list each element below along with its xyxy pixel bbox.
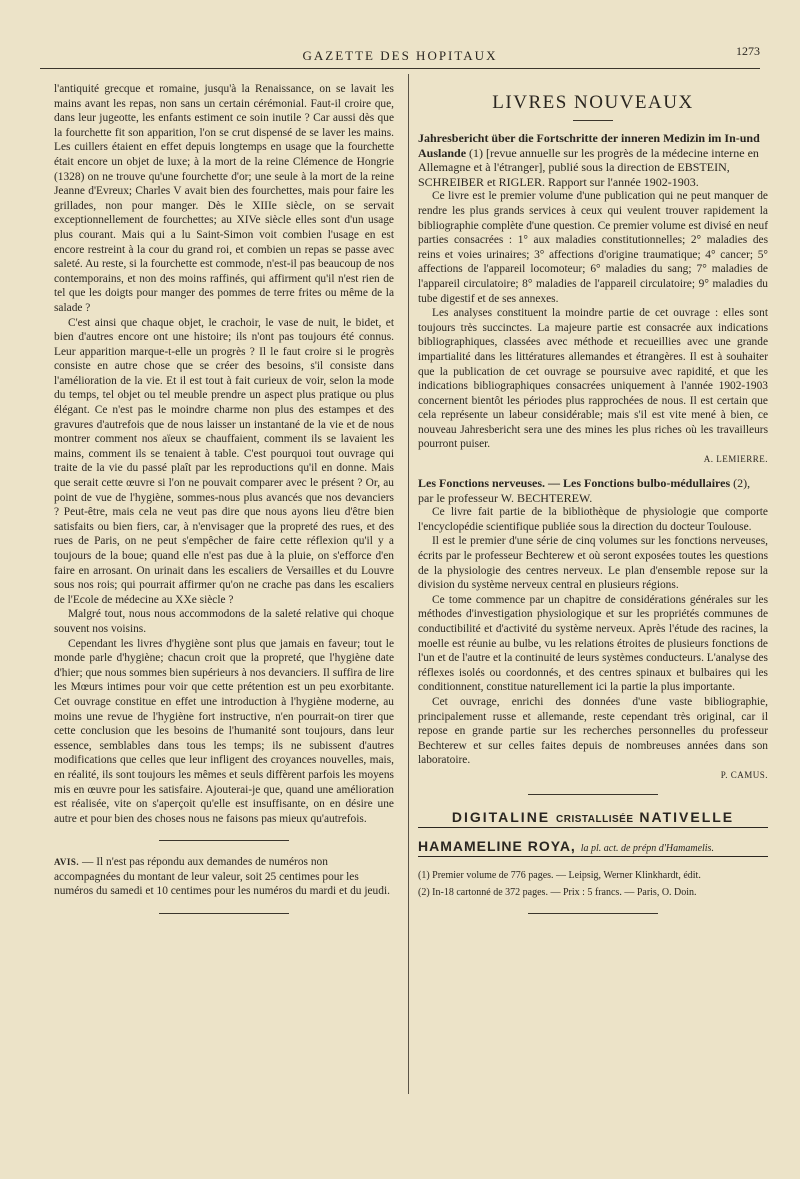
ad-digitaline-sub: CRISTALLISÉE [556,813,634,825]
ad-digitaline-brand: NATIVELLE [639,808,735,825]
review-paragraph: Les analyses constituent la moindre partie de cet ouvrage : elles sont toujours très succinctes. La majeure partie est consacrée aux indications bibliographiques, classées avec méthode et recueillies avec une grande impartialité dans les littératures allemandes et étrangères. Il est à souhaiter que la publication de cet ouvrage se poursuive avec rapidité, et que les indications bibliographiques consacrées uniquement à l'année 1902-1903 concernent bientôt les périodes plus rapprochées de nous. Il est certain que cela représente un labeur considérable; mais s'il est vite mené à bien, ce nouveau Jahresbericht sera une des mines les plus riches où les travailleurs pourront puiser. [418,307,768,451]
advertisement-digitaline [418,809,768,828]
body-paragraph: Malgré tout, nous nous accommodons de la saleté relative qui choque souvent nos voisins. [54,608,394,635]
ad-digitaline-name: DIGITALINE [451,808,551,825]
notice-text: — Il n'est pas répondu aux demandes de numéros non accompagnées du montant de leur valeur, soit 25 centimes pour les numéros du samedi et 10 centimes pour les numéros du mardi et du jeudi. [54,856,390,898]
ornamental-rule [159,913,289,914]
left-column [54,82,394,928]
review-signature: P. CAMUS. [720,769,768,780]
ornamental-rule [159,840,289,841]
review-paragraph: Il est le premier d'une série de cinq volumes sur les fonctions nerveuses, écrits par le professeur Bechterew et où seront exposées toutes les questions de la physiologie des centres nerveux. Le plan d'ensemble repose sur la division du système nerveux central en plusieurs régions. [418,535,768,592]
advertisement-hamameline [418,838,768,857]
review-title-rest: (2), par le professeur W. BECHTEREW. [418,476,751,505]
review-signature: A. LEMIERRE. [703,454,768,465]
review-title-main: Les Fonctions nerveuses. — Les Fonctions bulbo-médullaires [418,476,731,491]
column-divider [408,74,409,1094]
review-paragraph: Ce tome commence par un chapitre de considérations générales sur les méthodes d'investigation physiologique et sur les propriétés communes de conductibilité et d'activité du système nerveux. Après l'étude des racines, la moelle est réunie au bulbe, vu les relations étroites de plusieurs fonctions de l'un et de l'autre et la continuité de leurs systèmes conducteurs. L'analyse des réflexes isolés ou coordonnés, et des centres spinaux et bulbaires qui les conditionnent, constitue naturellement ici la partie la plus importante. [418,593,768,694]
review-title [418,131,768,189]
body-paragraph: l'antiquité grecque et romaine, jusqu'à la Renaissance, on se lavait les mains avant les repas, non sans un certain cérémonial. Faut-il croire que, dans leur jugeotte, les enfants estiment ce soin inutile ? Car aussi dès que la fourchette fit son apparition, l'on se crut dispensé de se laver les mains. Les cuillers étaient en effet depuis longtemps en usage que la fourchette était encore un objet de luxe; à la mort de la reine Clémence de Hongrie (1328) on ne trouve qu'une fourchette d'or; une seule à la mort de la reine Jeanne d'Evreux; Charles V avait bien des fourchettes, mais pour faire les grillades, non pour manger. Dès le XIIIe siècle, on se servait exceptionnellement de fourchettes; au XIVe siècle elles sont d'un usage plus courant. Mais qui a lu Saint-Simon voit combien l'usage en est encore restreint à la cour du grand roi, et combien un repas se passe avec saleté. Au reste, si la fourchette est commode, n'est-il pas beaucoup de nos contemporains, et non des moins raffinés, qui affirment qu'il n'est rien de tel que les doigts pour manger des pommes de terre frites ou même de la salade ? [54,83,394,314]
body-paragraph: Cependant les livres d'hygiène sont plus que jamais en faveur; tout le monde parle d'hygiène; chacun croit que la propreté, que l'hygiène date d'hier; que nous sommes bien supérieurs à nos devanciers. Il suffira de lire les Mœurs intimes pour voir que cette prétention est un peu exorbitante. Cet ouvrage constitue en effet une introduction à l'hygiène moderne, au moins une revue de l'hygiène fort instructive, n'en pourrait-on tirer que cette conclusion que les besoins de l'humanité sont toujours, dans leur essence, semblables dans tous les temps; ils ne subissent d'autres modifications que celles que leur infligent des croyances nouvelles, mais, en réalité, ils sont toujours les mêmes et seuls diffèrent parfois les moyens mis en œuvre pour les satisfaire. Ajouterai-je que, quand une amélioration est réalisée, vite on s'aperçoit qu'elle est insuffisante, on en désire une autre et pour bien des choses nous ne faisons pas mieux qu'autrefois. [54,637,394,825]
running-title: GAZETTE DES HOPITAUX [302,48,498,63]
ornamental-rule [528,913,658,914]
notice [54,855,394,899]
heading-rule [573,120,613,121]
review-title [418,476,768,505]
body-paragraph: C'est ainsi que chaque objet, le crachoir, le vase de nuit, le bidet, et bien d'autres encore ont une histoire; ils n'ont pas toujours été connus. Leur apparition marque-t-elle un progrès ? Il le faut croire si le progrès consiste en autre chose que se créer des besoins, s'il consiste dans l'amélioration de la vie. Et il est tout à fait curieux de voir, selon la mode du temps, tel objet ou tel meuble prendre un aspect plus pratique ou plus élégant. Ce n'est pas le moindre charme non plus des estampes et des gravures d'autrefois que de nous laisser un instantané de la vie et de nous montrer comment nos aïeux se chauffaient, comment ils se lavaient les mains, comment ils se tenaient à table. C'est pourquoi tout ouvrage qui traite de la vie du passé plaît par les reproductions qu'il en donne. Mais que serait cette œuvre si l'on ne pouvait comparer avec le présent ? Or, au point de vue de l'hygiène, sommes-nous plus avancés que nos devanciers ? Peut-être, mais cela ne veut pas dire que nous ayons lieu d'être bien satisfaits ou bien fiers, car, à n'envisager que la propreté des rues, et des rues de Paris, on ne peut s'empêcher de faire cette réflexion qu'il y a toujours de la boue; quand elle n'est pas due à la pluie, on s'efforce d'en faire en arrosant. On urinait dans les escaliers de Versailles et du Louvre sous nos rois; qui pourrait affirmer qu'on ne crache pas dans les escaliers de l'Ecole de médecine au XXe siècle ? [54,316,394,606]
review-paragraph: Ce livre fait partie de la bibliothèque de physiologie que comporte l'encyclopédie scientifique publiée sous la direction du docteur Toulouse. [418,506,768,533]
review-title-main: Jahresbericht über die Fortschritte der inneren Medizin im In-und Auslande [418,131,760,160]
review-title-rest: (1) [revue annuelle sur les progrès de la médecine interne en Allemagne et à l'étranger], publié sous la direction de EBSTEIN, SCHREIBER et RIGLER. Rapport sur l'année 1902-1903. [418,145,759,189]
review-paragraph: Ce livre est le premier volume d'une publication qui ne peut manquer de rendre les plus grands services à ceux qui veulent trouver rapidement la bibliographie complète d'une question. Ce premier volume est divisé en neuf parties consacrées : 1° aux maladies constitutionnelles; 2° maladies des reins et voies urinaires; 3° affections d'origine traumatique; 4° cancer; 5° affections de l'appareil locomoteur; 6° maladies du sang; 7° maladies de l'appareil circulatoire; 8° maladies de l'appareil circulatoire; 9° maladies du tube digestif et de ses annexes. [418,190,768,305]
ad-hamameline-sub: la pl. act. de prépn d'Hamamelis. [580,842,714,854]
page-header [40,44,760,69]
review-paragraph: Cet ouvrage, enrichi des données d'une vaste bibliographie, principalement russe et allemande, reste cependant très original, car il repose en grande partie sur les recherches personnelles du professeur Bechterew et sur celles faites depuis de nombreuses années dans son laboratoire. [418,695,768,767]
ornamental-rule [528,794,658,795]
section-heading: LIVRES NOUVEAUX [492,92,694,113]
footnote: (2) In-18 cartonné de 372 pages. — Prix : 5 francs. — Paris, O. Doin. [418,886,697,898]
notice-lead: AVIS. [54,857,80,868]
footnote: (1) Premier volume de 776 pages. — Leipsig, Werner Klinkhardt, édit. [418,869,701,881]
ad-hamameline-name: HAMAMELINE ROYA, [418,837,576,854]
right-column [418,82,768,928]
page-number: 1273 [736,44,760,58]
